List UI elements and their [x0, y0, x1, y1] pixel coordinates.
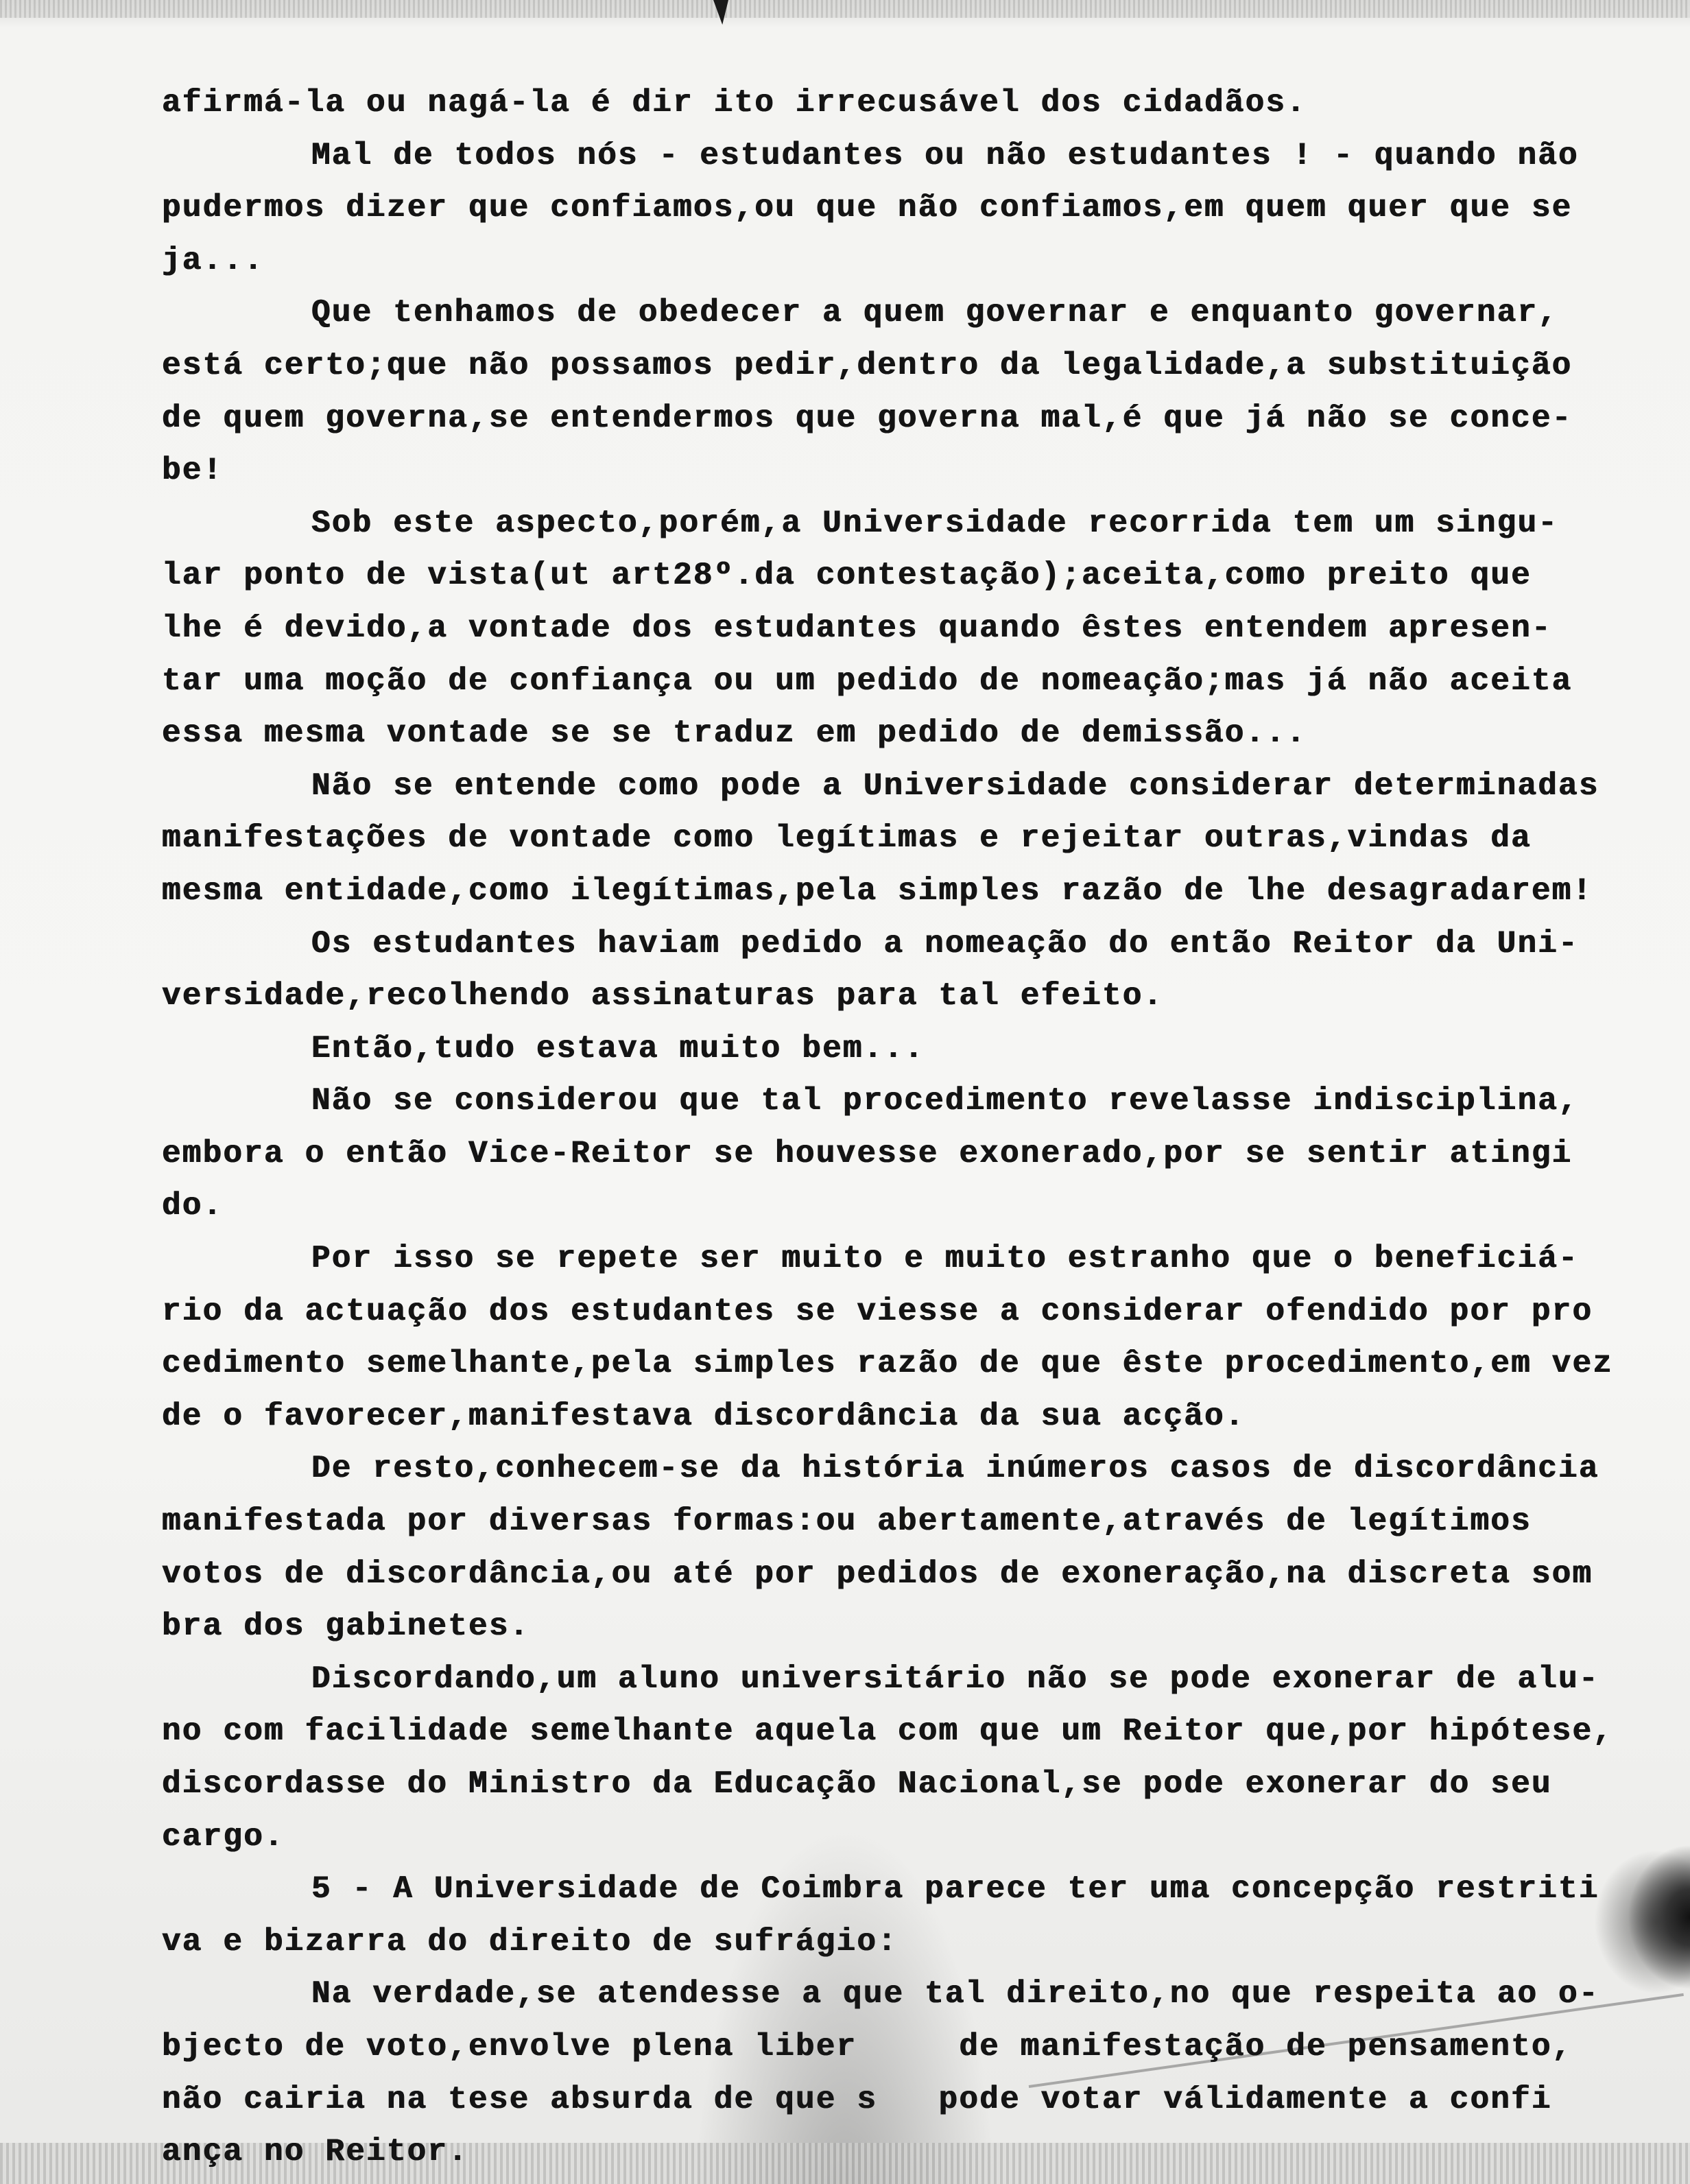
text-line: de o favorecer,manifestava discordância da sua acção.	[162, 1398, 1246, 1434]
text-line: embora o então Vice-Reitor se houvesse exonerado,por se sentir atingi	[162, 1135, 1573, 1172]
text-line: Que tenhamos de obedecer a quem governar e enquanto governar,	[311, 295, 1559, 331]
text-line: votos de discordância,ou até por pedidos de exoneração,na discreta som	[162, 1556, 1593, 1592]
text-line: bra dos gabinetes.	[162, 1609, 530, 1645]
text-line: Os estudantes haviam pedido a nomeação do então Reitor da Uni-	[311, 925, 1579, 962]
text-line: manifestada por diversas formas:ou abertamente,através de legítimos	[162, 1504, 1532, 1540]
text-line: no com facilidade semelhante aquela com que um Reitor que,por hipótese,	[162, 1713, 1614, 1750]
text-line: bjecto de voto,envolve plena liber de manifestação de pensamento,	[162, 2028, 1573, 2065]
text-line: essa mesma vontade se se traduz em pedido de demissão...	[162, 715, 1307, 752]
typewritten-text	[162, 77, 1630, 2179]
text-line: não cairia na tese absurda de que s pode votar válidamente a confi	[162, 2081, 1552, 2117]
text-line: Então,tudo estava muito bem...	[311, 1030, 925, 1067]
text-line: Não se entende como pode a Universidade considerar determinadas	[311, 768, 1599, 804]
text-line: está certo;que não possamos pedir,dentro da legalidade,a substituição	[162, 347, 1573, 383]
text-line: versidade,recolhendo assinaturas para tal efeito.	[162, 978, 1164, 1014]
text-line: Na verdade,se atendesse a que tal direito,no que respeita ao o-	[311, 1976, 1599, 2013]
text-line: be!	[162, 453, 224, 489]
text-line: cedimento semelhante,pela simples razão de que êste procedimento,em vez	[162, 1346, 1614, 1382]
text-line: cargo.	[162, 1818, 285, 1855]
text-line: lhe é devido,a vontade dos estudantes quando êstes entendem apresen-	[162, 610, 1552, 646]
text-line: 5 - A Universidade de Coimbra parece ter uma concepção restriti	[311, 1871, 1599, 1908]
text-line: lar ponto de vista(ut art28º.da contestação);aceita,como preito que	[162, 558, 1532, 594]
text-line: discordasse do Ministro da Educação Nacional,se pode exonerar do seu	[162, 1766, 1552, 1802]
text-line: Mal de todos nós - estudantes ou não estudantes ! - quando não	[311, 137, 1579, 174]
text-line: ja...	[162, 242, 265, 278]
text-line: va e bizarra do direito de sufrágio:	[162, 1923, 898, 1960]
text-line: rio da actuação dos estudantes se viesse a considerar ofendido por pro	[162, 1293, 1593, 1329]
text-line: Sob este aspecto,porém,a Universidade recorrida tem um singu-	[311, 505, 1559, 541]
text-line: pudermos dizer que confiamos,ou que não confiamos,em quem quer que se	[162, 190, 1573, 226]
scan-top-edge	[0, 0, 1690, 18]
text-line: do.	[162, 1188, 224, 1224]
corner-shadow	[1628, 1845, 1690, 1989]
text-line: tar uma moção de confiança ou um pedido de nomeação;mas já não aceita	[162, 663, 1573, 699]
text-line: afirmá-la ou nagá-la é dir ito irrecusável dos cidadãos.	[162, 85, 1307, 121]
text-line: De resto,conhecem-se da história inúmeros casos de discordância	[311, 1451, 1599, 1487]
text-line: de quem governa,se entendermos que governa mal,é que já não se conce-	[162, 400, 1573, 436]
text-line: Não se considerou que tal procedimento revelasse indisciplina,	[311, 1083, 1579, 1119]
text-line: ança no Reitor.	[162, 2134, 469, 2170]
text-line: mesma entidade,como ilegítimas,pela simples razão de lhe desagradarem!	[162, 873, 1593, 909]
text-line: Por isso se repete ser muito e muito estranho que o beneficiá-	[311, 1241, 1579, 1277]
text-line: manifestações de vontade como legítimas e rejeitar outras,vindas da	[162, 820, 1532, 857]
text-line: Discordando,um aluno universitário não se pode exonerar de alu-	[311, 1661, 1599, 1697]
